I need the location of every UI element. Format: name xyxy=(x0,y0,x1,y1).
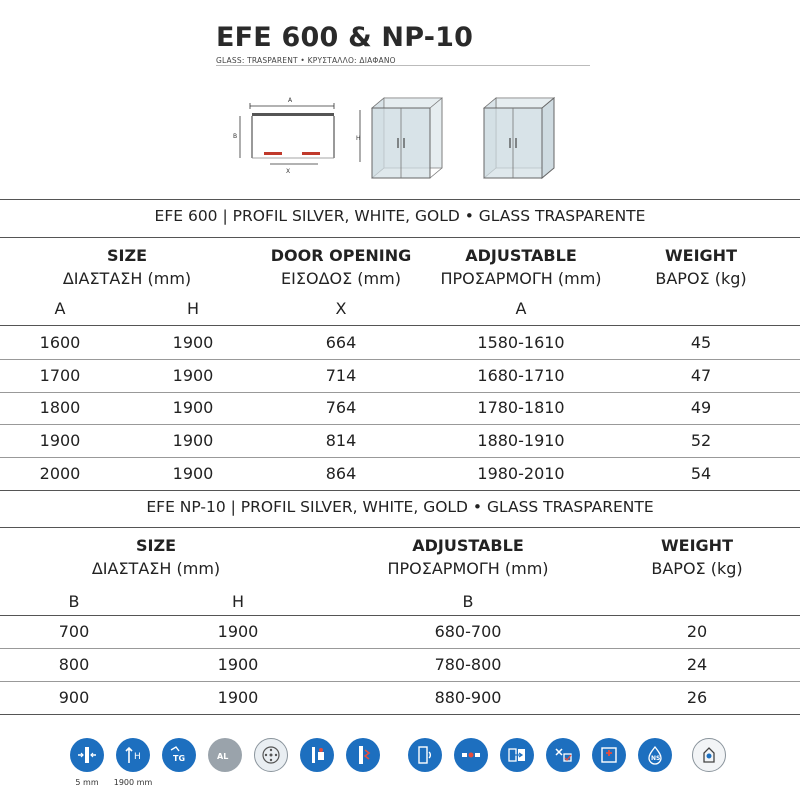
adjustable-header: ADJUSTABLE xyxy=(465,246,577,265)
tempered-glass-icon xyxy=(162,738,196,772)
weight-header-greek: ΒΑΡΟΣ (kg) xyxy=(655,269,747,288)
cell-h: 1900 xyxy=(172,333,214,352)
subheader-b: B xyxy=(68,592,80,611)
subheader-adjustable-a: A xyxy=(515,299,527,318)
subheader-x: X xyxy=(335,299,347,318)
cell-adjustable: 1980-2010 xyxy=(477,464,565,483)
plan-diagram xyxy=(228,96,350,176)
page-title: EFE 600 & NP-10 xyxy=(216,22,474,53)
drain-icon xyxy=(254,738,288,772)
glass-thickness-icon xyxy=(70,738,104,772)
cell-h: 1900 xyxy=(217,622,259,641)
dim-b-label: B xyxy=(233,133,238,140)
cell-a: 1600 xyxy=(39,333,81,352)
cell-adjustable: 880-900 xyxy=(434,688,502,707)
adjustable-header: ADJUSTABLE xyxy=(412,536,524,555)
cell-x: 714 xyxy=(325,366,357,385)
cell-adjustable: 1580-1610 xyxy=(477,333,565,352)
cell-b: 900 xyxy=(58,688,90,707)
svg-text:H: H xyxy=(134,752,141,762)
cell-adjustable: 780-800 xyxy=(434,655,502,674)
cell-x: 814 xyxy=(325,431,357,450)
warranty-icon xyxy=(692,738,726,772)
table-divider xyxy=(0,490,800,491)
dim-x-label: X xyxy=(285,168,291,175)
row-divider xyxy=(0,424,800,425)
subheader-a: A xyxy=(54,299,66,318)
adjustable-header-greek: ΠΡΟΣΑΡΜΟΓΗ (mm) xyxy=(440,269,602,288)
sliding-door-icon xyxy=(500,738,534,772)
safety-glass-icon xyxy=(592,738,626,772)
feature-icons-row xyxy=(0,738,800,788)
cell-adjustable: 1880-1910 xyxy=(477,431,565,450)
weight-header: WEIGHT xyxy=(665,246,737,265)
cell-a: 1800 xyxy=(39,398,81,417)
cell-h: 1900 xyxy=(172,366,214,385)
door-opening-header: DOOR OPENING xyxy=(270,246,412,265)
row-divider xyxy=(0,359,800,360)
cell-b: 800 xyxy=(58,655,90,674)
svg-text:NS: NS xyxy=(651,755,661,762)
cell-a: 2000 xyxy=(39,464,81,483)
cell-x: 764 xyxy=(325,398,357,417)
cell-weight: 52 xyxy=(690,431,712,450)
weight-header-greek: ΒΑΡΟΣ (kg) xyxy=(651,559,743,578)
size-header-greek: ΔΙΑΣΤΑΣΗ (mm) xyxy=(62,269,192,288)
cell-adjustable: 680-700 xyxy=(434,622,502,641)
table-divider xyxy=(0,615,800,616)
height-caption: 1900 mm xyxy=(113,778,153,787)
subheader-h: H xyxy=(186,299,200,318)
row-divider xyxy=(0,648,800,649)
cell-a: 1900 xyxy=(39,431,81,450)
adjustable-header-greek: ΠΡΟΣΑΡΜΟΓΗ (mm) xyxy=(387,559,549,578)
weight-header: WEIGHT xyxy=(661,536,733,555)
cell-h: 1900 xyxy=(217,655,259,674)
magnetic-seal-icon xyxy=(346,738,380,772)
aluminium-icon xyxy=(208,738,242,772)
size-header-greek: ΔΙΑΣΤΑΣΗ (mm) xyxy=(91,559,221,578)
row-divider xyxy=(0,681,800,682)
table-divider xyxy=(0,237,800,238)
cell-weight: 54 xyxy=(690,464,712,483)
cell-weight: 49 xyxy=(690,398,712,417)
handle-icon xyxy=(300,738,334,772)
row-divider xyxy=(0,457,800,458)
title-divider xyxy=(216,65,590,66)
dim-h-label: H xyxy=(356,135,361,142)
table-divider xyxy=(0,199,800,200)
row-divider xyxy=(0,392,800,393)
subheader-h: H xyxy=(231,592,245,611)
size-header: SIZE xyxy=(106,246,148,265)
cell-h: 1900 xyxy=(172,464,214,483)
page-subtitle: GLASS: TRASPARENT • ΚΡΥΣΤΑΛΛΟ: ΔΙΑΦΑΝΟ xyxy=(216,56,396,65)
glass-thickness-caption: 5 mm xyxy=(75,778,99,787)
cell-a: 1700 xyxy=(39,366,81,385)
nano-coating-icon xyxy=(638,738,672,772)
cell-weight: 24 xyxy=(686,655,708,674)
height-icon xyxy=(116,738,150,772)
cell-adjustable: 1680-1710 xyxy=(477,366,565,385)
shower-enclosure-3d-view xyxy=(354,92,454,184)
dim-a-label: A xyxy=(287,97,293,104)
subheader-adjustable-b: B xyxy=(462,592,474,611)
cell-weight: 20 xyxy=(686,622,708,641)
table-divider xyxy=(0,325,800,326)
np10-section-title: EFE NP-10 | PROFIL SILVER, WHITE, GOLD • GLASS TRASPARENTE xyxy=(146,498,654,516)
table-divider xyxy=(0,714,800,715)
cell-weight: 47 xyxy=(690,366,712,385)
door-opening-header-greek: ΕΙΣΟΔΟΣ (mm) xyxy=(281,269,401,288)
reversible-door-icon xyxy=(408,738,442,772)
size-header: SIZE xyxy=(135,536,177,555)
cell-weight: 45 xyxy=(690,333,712,352)
cell-b: 700 xyxy=(58,622,90,641)
svg-text:TG: TG xyxy=(173,754,186,763)
shower-enclosure-np10-3d-view xyxy=(478,92,568,184)
efe600-section-title: EFE 600 | PROFIL SILVER, WHITE, GOLD • GLASS TRASPARENTE xyxy=(154,207,646,225)
cell-h: 1900 xyxy=(217,688,259,707)
cell-x: 664 xyxy=(325,333,357,352)
cell-h: 1900 xyxy=(172,398,214,417)
svg-text:AL: AL xyxy=(217,752,229,761)
easy-clean-icon xyxy=(546,738,580,772)
cell-x: 864 xyxy=(325,464,357,483)
cell-weight: 26 xyxy=(686,688,708,707)
cell-adjustable: 1780-1810 xyxy=(477,398,565,417)
table-divider xyxy=(0,527,800,528)
easy-install-icon xyxy=(454,738,488,772)
cell-h: 1900 xyxy=(172,431,214,450)
